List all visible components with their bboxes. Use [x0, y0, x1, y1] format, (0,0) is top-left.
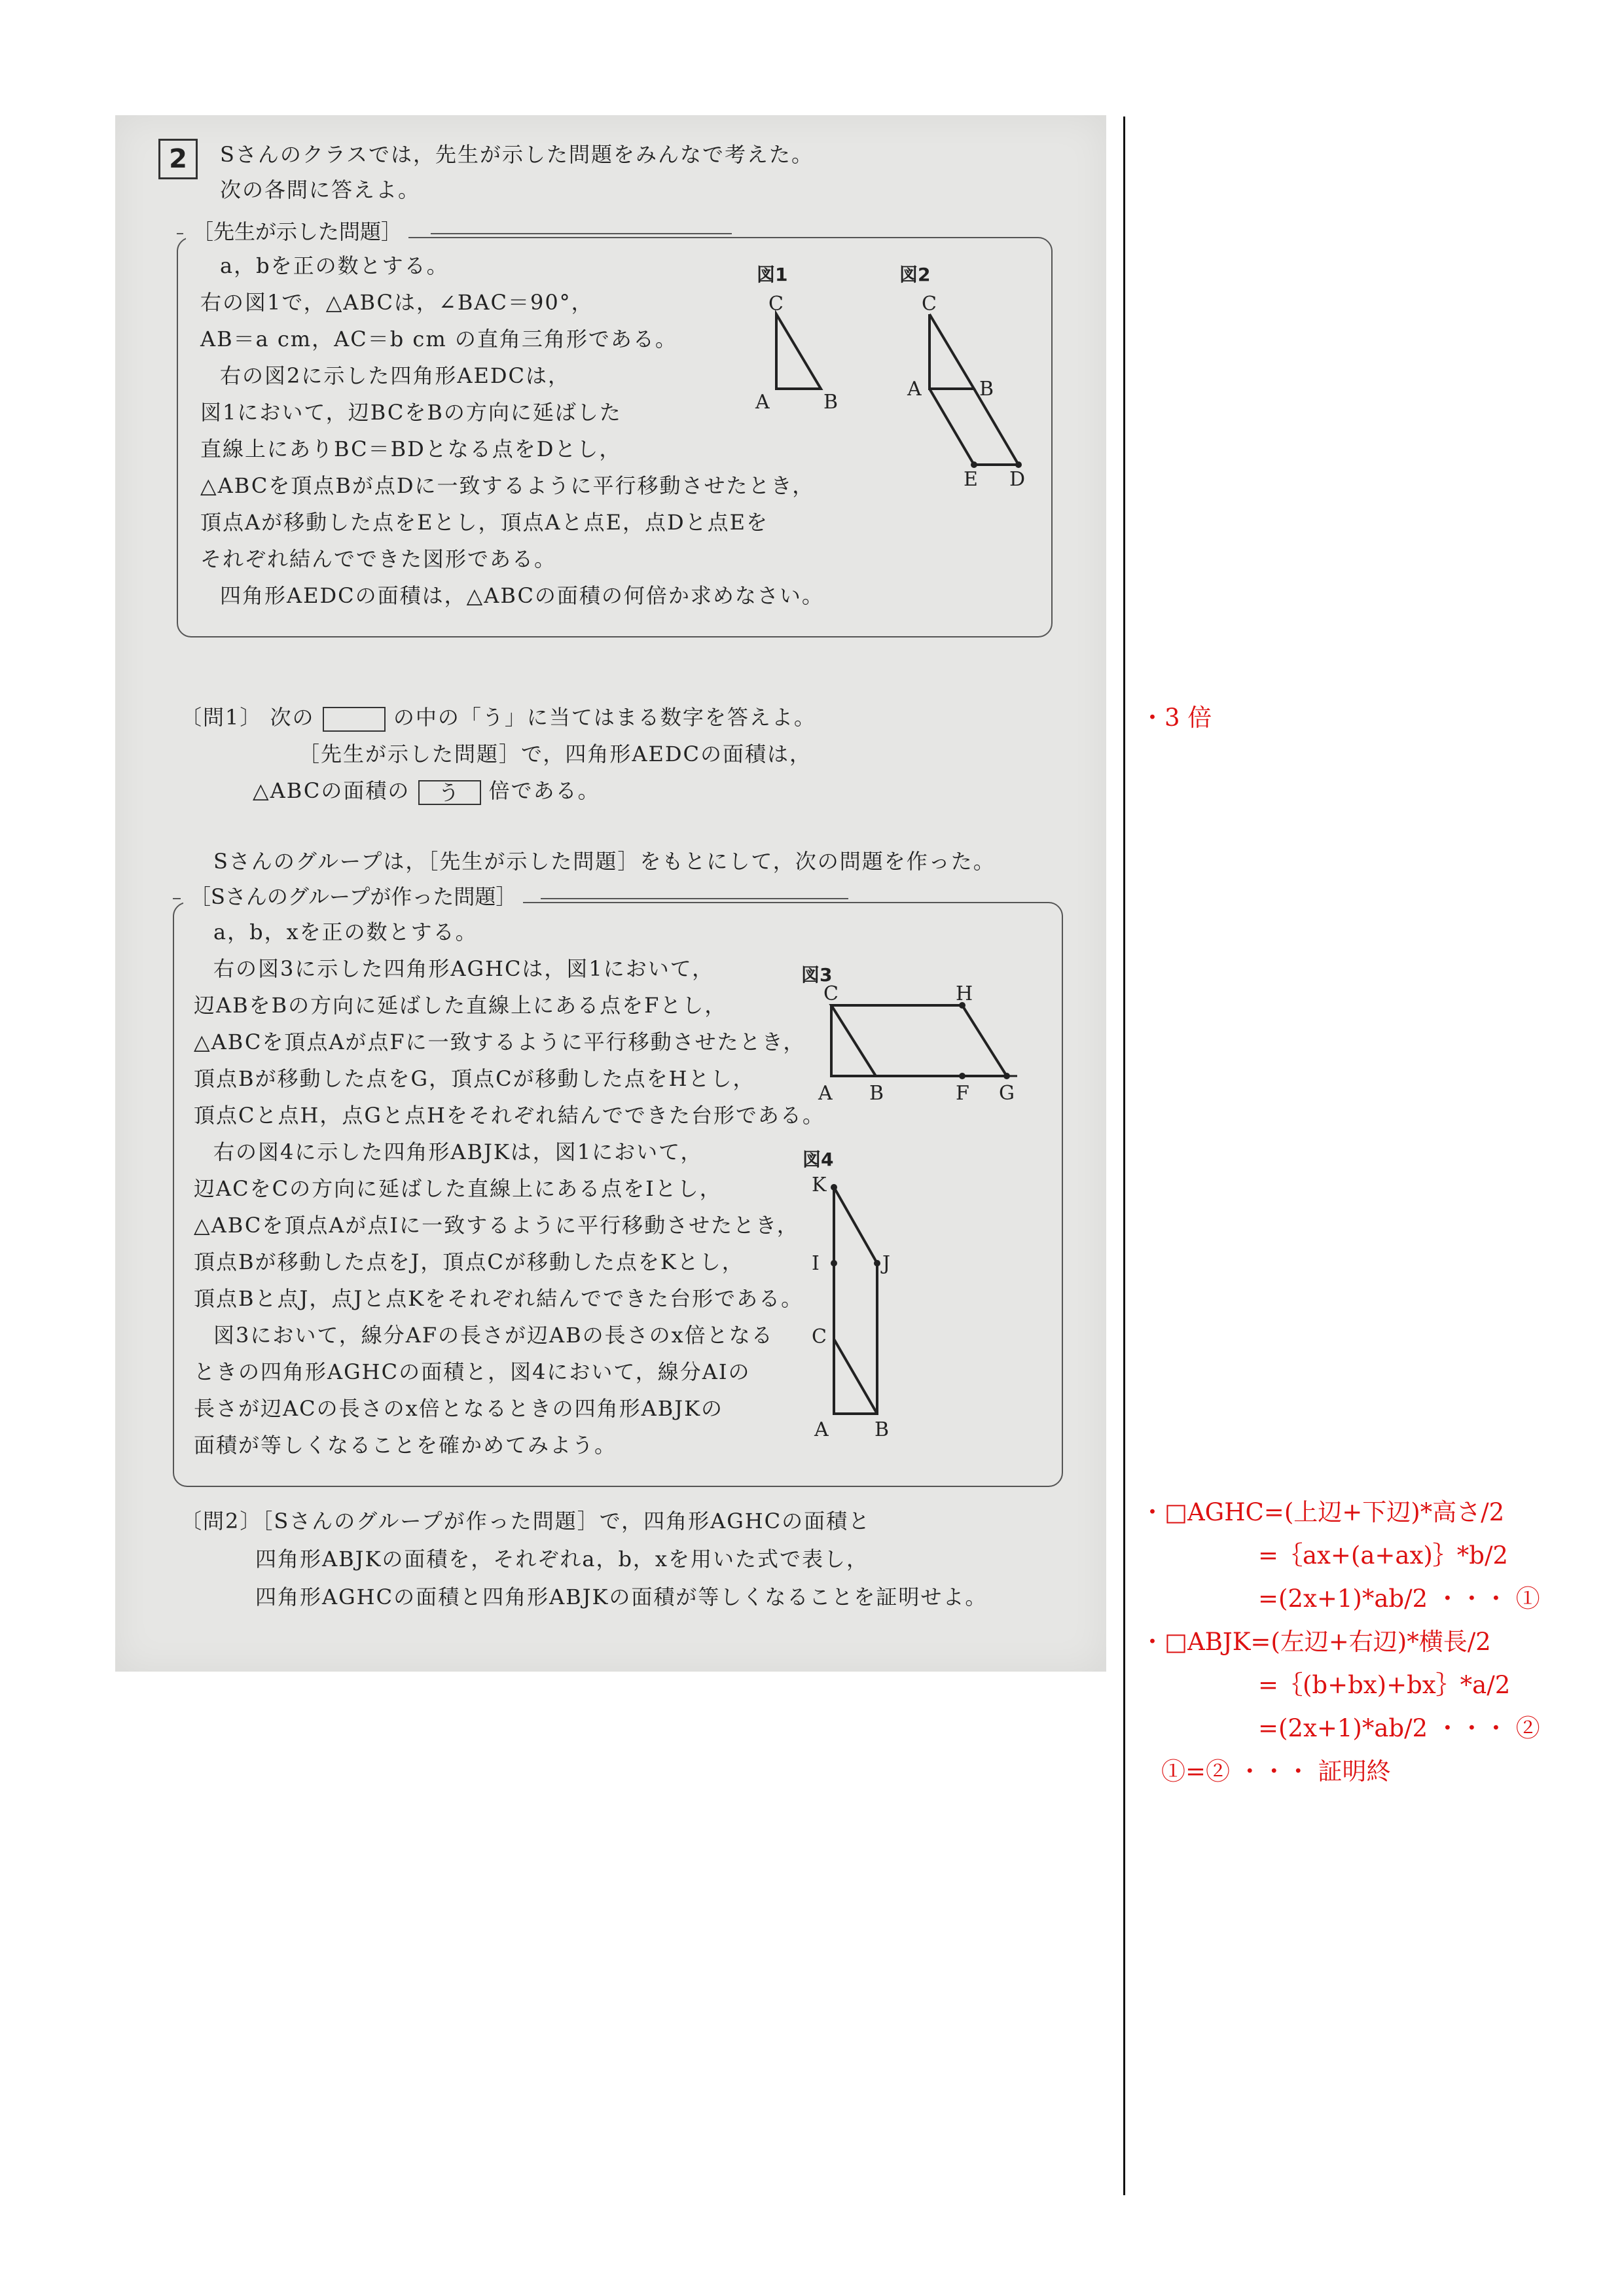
q2-line-3: 四角形AGHCの面積と四角形ABJKの面積が等しくなることを証明せよ。 — [255, 1585, 988, 1609]
fig1-point-a: A — [755, 391, 770, 410]
q1-line-3-a: △ABCの面積の — [253, 778, 410, 803]
group-line-7: 右の図4に示した四角形ABJKは，図1において， — [213, 1139, 703, 1164]
answer-q2-line-3: =(2x+1)*ab/2 ・・・ ① — [1258, 1585, 1540, 1613]
fig4-point-j: J — [882, 1252, 891, 1275]
fig3-point-a: A — [818, 1082, 833, 1105]
fig3-point-c: C — [823, 982, 839, 1005]
group-line-5: 頂点Bが移動した点をG，頂点Cが移動した点をHとし， — [194, 1066, 755, 1091]
q1-answer-box: う — [418, 780, 481, 805]
fig3-point-g: G — [999, 1082, 1015, 1105]
q1-text-a: 次の — [270, 705, 315, 730]
fig4-point-i: I — [812, 1252, 820, 1275]
group-line-6: 頂点Cと点H，点Gと点Hをそれぞれ結んでできた台形である。 — [194, 1103, 825, 1128]
question-number: 2 — [158, 139, 198, 179]
figure-4-trapezoid — [809, 1162, 940, 1444]
q1-line-3 — [253, 778, 600, 805]
q1-label: 〔問1〕 — [181, 705, 262, 730]
fig2-label: 図2 — [899, 264, 931, 285]
fig4-label: 図4 — [803, 1149, 834, 1170]
answer-q2-line-1: ・□AGHC=(上辺+下辺)*高さ/2 — [1140, 1498, 1505, 1526]
fig3-point-f: F — [956, 1082, 969, 1105]
group-line-15: 面積が等しくなることを確かめてみよう。 — [194, 1433, 617, 1458]
answer-q2-line-5: =｛(b+bx)+bx｝*a/2 — [1258, 1671, 1511, 1699]
teacher-line-6: 直線上にありBC＝BDとなる点をDとし， — [200, 437, 622, 461]
page-divider — [1123, 117, 1125, 2195]
group-line-4: △ABCを頂点Aが点Fに一致するように平行移動させたとき， — [194, 1030, 806, 1054]
box-title-rule — [431, 233, 732, 234]
fig2-point-d: D — [1009, 468, 1026, 488]
group-line-13: ときの四角形AGHCの面積と，図4において，線分AIの — [194, 1359, 751, 1384]
fig4-point-a: A — [814, 1418, 829, 1441]
teacher-line-2: 右の図1で，△ABCは，∠BAC＝90°， — [200, 290, 594, 315]
fig4-point-c: C — [812, 1325, 827, 1348]
teacher-line-10: 四角形AEDCの面積は，△ABCの面積の何倍か求めなさい。 — [220, 583, 824, 608]
transition-text: Sさんのグループは，［先生が示した問題］をもとにして，次の問題を作った。 — [213, 849, 996, 874]
fig4-point-b: B — [875, 1418, 890, 1441]
group-line-1: a，b，xを正の数とする。 — [213, 920, 478, 944]
fig1-label: 図1 — [757, 264, 788, 285]
answer-q1: ・3 倍 — [1140, 704, 1212, 732]
fig2-point-b: B — [979, 378, 994, 401]
fig2-point-e: E — [964, 468, 978, 488]
teacher-line-1: a，bを正の数とする。 — [220, 253, 449, 278]
q2-line-2: 四角形ABJKの面積を，それぞれa，b，xを用いた式で表し， — [255, 1547, 869, 1571]
group-box-title-lead — [173, 898, 181, 899]
q2-line-1: 〔問2〕［Sさんのグループが作った問題］で，四角形AGHCの面積と — [181, 1509, 871, 1534]
teacher-line-4: 右の図2に示した四角形AEDCは， — [220, 363, 570, 388]
fig2-point-c: C — [922, 293, 937, 315]
fig4-point-k: K — [812, 1174, 827, 1196]
group-problem-title: ［Sさんのグループが作った問題］ — [183, 884, 523, 910]
group-line-14: 長さが辺ACの長さのx倍となるときの四角形ABJKの — [194, 1396, 724, 1421]
answer-q2-line-2: =｛ax+(a+ax)｝*b/2 — [1258, 1541, 1508, 1570]
teacher-line-8: 頂点Aが移動した点をEとし，頂点Aと点E，点Dと点Eを — [200, 510, 768, 535]
figure-2-parallelogram — [888, 292, 1032, 488]
fig1-point-b: B — [823, 391, 839, 410]
figure-1-triangle — [744, 292, 861, 410]
group-line-8: 辺ACをCの方向に延ばした直線上にある点をIとし， — [194, 1176, 722, 1201]
intro-line-2: 次の各問に答えよ。 — [220, 177, 421, 202]
answer-q2-conclusion: ①=② ・・・ 証明終 — [1161, 1757, 1391, 1785]
teacher-problem-title: ［先生が示した問題］ — [186, 219, 408, 245]
scanned-problem-sheet — [115, 115, 1106, 1672]
group-line-3: 辺ABをBの方向に延ばした直線上にある点をFとし， — [194, 993, 727, 1018]
intro-line-1: Sさんのクラスでは，先生が示した問題をみんなで考えた。 — [220, 142, 814, 167]
answer-q2-line-6: =(2x+1)*ab/2 ・・・ ② — [1258, 1714, 1540, 1742]
teacher-line-9: それぞれ結んでできた図形である。 — [200, 547, 557, 571]
teacher-line-5: 図1において，辺BCをBの方向に延ばした — [200, 400, 622, 425]
q1-line-3-b: 倍である。 — [488, 778, 600, 803]
fig3-point-b: B — [869, 1082, 884, 1105]
group-box-title-rule — [541, 898, 848, 899]
group-line-12: 図3において，線分AFの長さが辺ABの長さのx倍となる — [213, 1323, 774, 1348]
figure-3-trapezoid — [809, 979, 1032, 1110]
fig2-point-a: A — [907, 378, 922, 401]
fig1-point-c: C — [768, 293, 784, 315]
teacher-line-7: △ABCを頂点Bが点Dに一致するように平行移動させたとき， — [200, 473, 815, 498]
teacher-line-3: AB＝a cm，AC＝b cm の直角三角形である。 — [200, 327, 677, 351]
group-line-11: 頂点Bと点J，点Jと点Kをそれぞれ結んでできた台形である。 — [194, 1286, 804, 1311]
group-line-2: 右の図3に示した四角形AGHCは，図1において， — [213, 956, 715, 981]
group-line-9: △ABCを頂点Aが点Iに一致するように平行移動させたとき， — [194, 1213, 799, 1238]
q1-empty-box — [323, 707, 386, 732]
q1-text-b: の中の「う」に当てはまる数字を答えよ。 — [393, 705, 816, 730]
q1-line-2: ［先生が示した問題］で，四角形AEDCの面積は， — [298, 742, 812, 766]
answer-q2-line-4: ・□ABJK=(左辺+右辺)*横長/2 — [1140, 1628, 1491, 1656]
fig3-point-h: H — [956, 982, 973, 1005]
box-title-lead — [177, 233, 183, 234]
q1-line-1 — [181, 704, 816, 732]
group-line-10: 頂点Bが移動した点をJ，頂点Cが移動した点をKとし， — [194, 1249, 744, 1274]
fig3-label: 図3 — [801, 964, 833, 986]
